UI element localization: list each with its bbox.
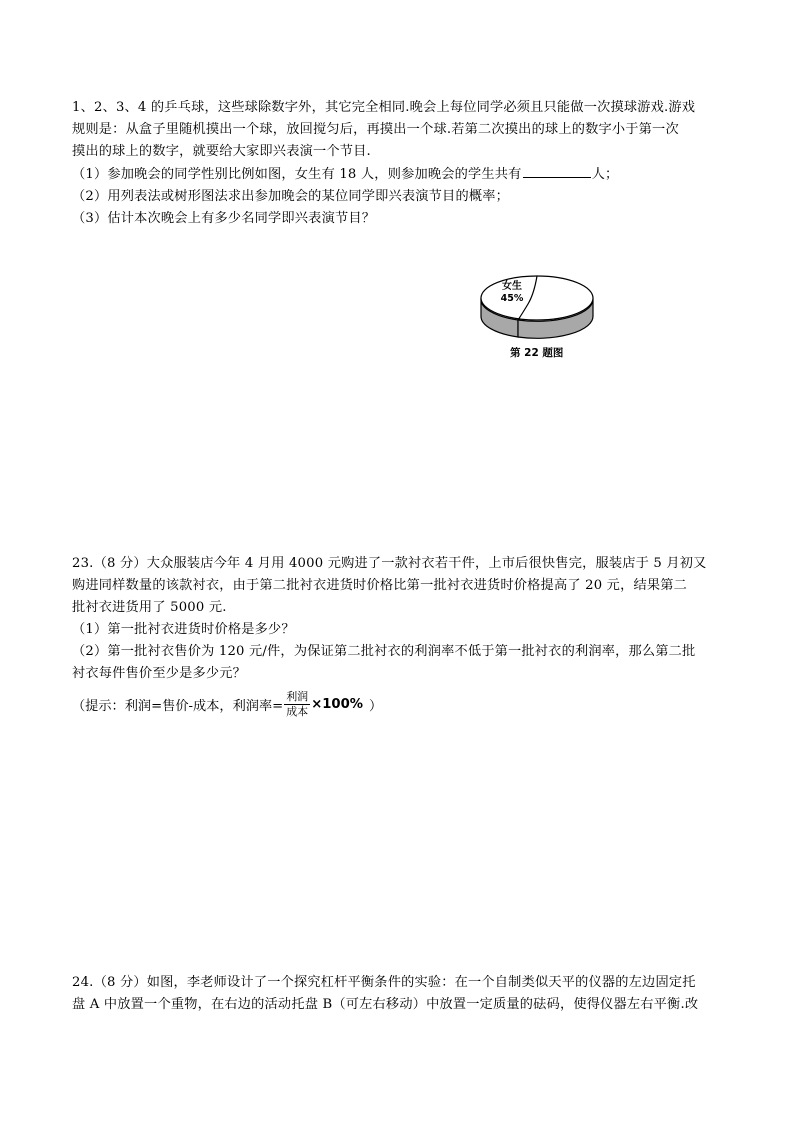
q23-part-2a: （2）第一批衬衣售价为 120 元/件，为保证第二批衬衣的利润率不低于第一批衬衣的利润率，那么第二批 bbox=[72, 644, 696, 659]
q23-line-1: 23.（8 分）大众服装店今年 4 月用 4000 元购进了一款衬衣若干件，上市后很快售完，服装店于 5 月初又 bbox=[72, 556, 707, 571]
q22-line-3: 摸出的球上的数字，就要给大家即兴表演一个节目. bbox=[72, 144, 371, 159]
question-23-text bbox=[72, 553, 722, 685]
q23-line-2: 购进同样数量的该款衬衣，由于第二批衬衣进货时价格比第一批衬衣进货时价格提高了 20 元，结果第二 bbox=[72, 578, 688, 593]
pie-slice-label: 女生 bbox=[502, 281, 522, 292]
fraction-numerator: 利润 bbox=[286, 690, 309, 703]
q22-part-3: （3）估计本次晚会上有多少名同学即兴表演节目？ bbox=[72, 211, 376, 226]
figure-caption: 第 22 题图 bbox=[510, 347, 564, 359]
hint-prefix: （提示：利润=售价-成本，利润率= bbox=[72, 699, 284, 714]
q24-line-2: 盘 A 中放置一个重物，在右边的活动托盘 B（可左右移动）中放置一定质量的砝码，使得仪器左右平衡.改 bbox=[72, 997, 699, 1012]
q22-part-1-suffix: 人； bbox=[591, 167, 619, 182]
q23-part-1: （1）第一批衬衣进货时价格是多少？ bbox=[72, 622, 295, 637]
q23-hint bbox=[72, 690, 382, 719]
pie-top bbox=[481, 276, 593, 320]
q22-part-1-text: （1）参加晚会的同学性别比例如图，女生有 18 人，则参加晚会的学生共有 bbox=[72, 167, 522, 182]
question-22-text bbox=[72, 97, 722, 230]
q23-line-3: 批衬衣进货用了 5000 元. bbox=[72, 600, 227, 615]
q24-line-1: 24.（8 分）如图，李老师设计了一个探究杠杆平衡条件的实验：在一个自制类似天平的仪器的左边固定托 bbox=[72, 975, 696, 990]
question-24-text bbox=[72, 972, 722, 1016]
q22-part-1 bbox=[72, 163, 722, 186]
q22-line-1: 1、2、3、4 的乒乓球，这些球除数字外，其它完全相同.晚会上每位同学必须且只能做一次摸球游戏.游戏 bbox=[72, 100, 696, 115]
q22-line-2: 规则是：从盒子里随机摸出一个球，放回搅匀后，再摸出一个球.若第二次摸出的球上的数字小于第一次 bbox=[72, 122, 679, 137]
q23-part-2b: 衬衣每件售价至少是多少元？ bbox=[72, 666, 247, 681]
q22-part-2: （2）用列表法或树形图法求出参加晚会的某位同学即兴表演节目的概率； bbox=[72, 189, 509, 204]
hint-close: ） bbox=[368, 699, 383, 714]
hint-multiplier: ×100% bbox=[311, 697, 363, 712]
profit-rate-fraction bbox=[284, 690, 310, 719]
pie-slice-percent: 45% bbox=[500, 293, 524, 304]
answer-blank[interactable] bbox=[523, 163, 591, 178]
fraction-denominator: 成本 bbox=[286, 705, 309, 718]
